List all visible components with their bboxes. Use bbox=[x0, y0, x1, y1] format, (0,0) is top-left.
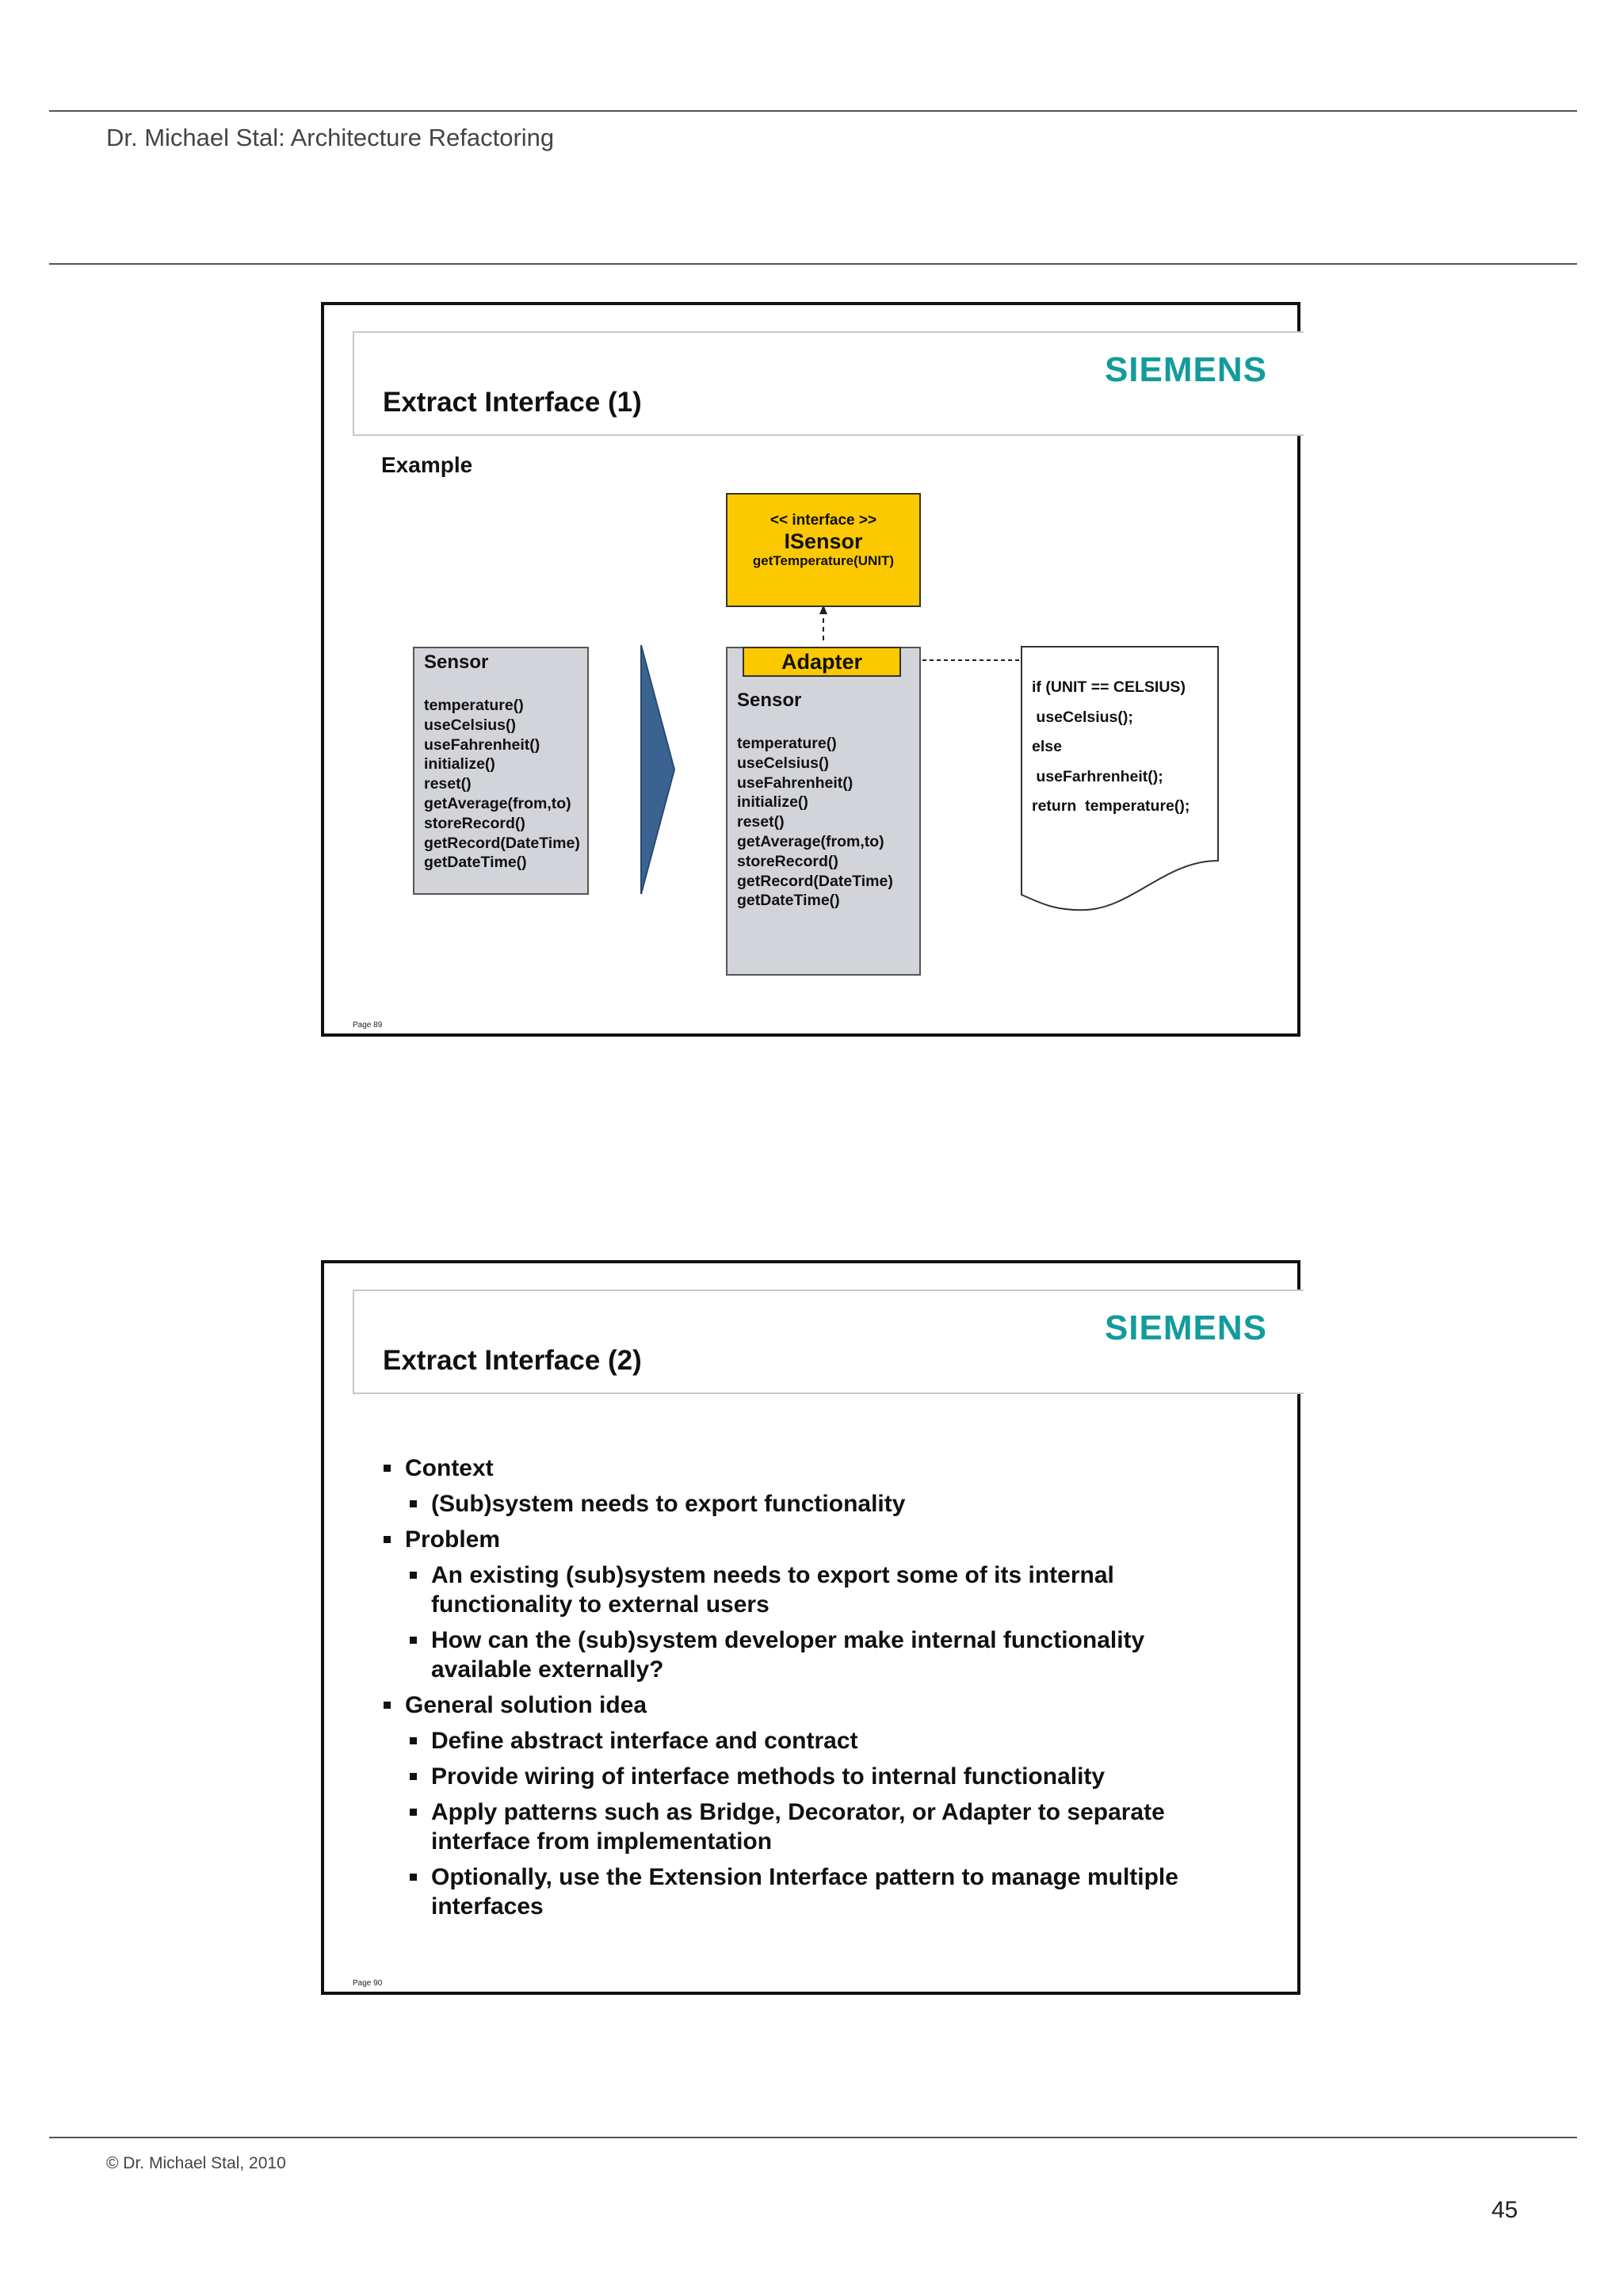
sub-bullet: (Sub)system needs to export functionality bbox=[381, 1489, 1269, 1519]
header-rule-bottom bbox=[49, 263, 1577, 265]
sub-bullet: How can the (sub)system developer make internal functionality available externally? bbox=[381, 1626, 1192, 1684]
bullet-list bbox=[381, 1454, 1269, 1927]
slide-header-bar bbox=[353, 1289, 1304, 1394]
interface-method: getTemperature(UNIT) bbox=[752, 553, 895, 568]
slide-title: Extract Interface (1) bbox=[383, 387, 642, 418]
sensor-method-list bbox=[424, 696, 578, 873]
method-get-average: getAverage(from,to) bbox=[737, 832, 884, 850]
document-header: Dr. Michael Stal: Architecture Refactoring bbox=[106, 124, 555, 151]
method-use-fahrenheit: useFahrenheit() bbox=[737, 774, 854, 792]
bullet-problem: Problem bbox=[381, 1525, 1269, 1554]
method-reset: reset() bbox=[737, 813, 785, 831]
example-label: Example bbox=[381, 453, 473, 477]
interface-stereotype: << interface >> bbox=[769, 512, 877, 529]
method-get-date-time: getDateTime() bbox=[424, 854, 527, 872]
sub-bullet: An existing (sub)system needs to export some of its internal functionality to external users bbox=[381, 1561, 1192, 1619]
adapted-sensor-class-name: Sensor bbox=[737, 690, 802, 711]
isensor-interface-box bbox=[726, 493, 921, 607]
note-line: useFarhrenheit(); bbox=[1032, 767, 1163, 785]
method-get-record: getRecord(DateTime) bbox=[424, 834, 580, 852]
page-number: 45 bbox=[1491, 2197, 1518, 2223]
sensor-class-box bbox=[413, 647, 589, 895]
method-use-celsius: useCelsius() bbox=[737, 754, 829, 772]
siemens-logo: SIEMENS bbox=[1104, 350, 1267, 389]
method-reset: reset() bbox=[424, 775, 472, 793]
sub-bullet: Define abstract interface and contract bbox=[381, 1726, 1269, 1755]
method-get-date-time: getDateTime() bbox=[737, 892, 840, 910]
sub-bullet: Optionally, use the Extension Interface pattern to manage multiple interfaces bbox=[381, 1862, 1224, 1921]
note-line: useCelsius(); bbox=[1032, 708, 1133, 726]
method-use-fahrenheit: useFahrenheit() bbox=[424, 735, 540, 754]
adapter-code-note bbox=[1032, 673, 1190, 822]
method-get-record: getRecord(DateTime) bbox=[737, 872, 893, 890]
bullet-context: Context bbox=[381, 1454, 1269, 1483]
slide-title: Extract Interface (2) bbox=[383, 1345, 642, 1376]
adapter-label-box: Adapter bbox=[743, 647, 901, 677]
sensor-class-name: Sensor bbox=[424, 651, 489, 673]
header-rule-top bbox=[49, 110, 1577, 112]
refactor-arrow bbox=[641, 645, 674, 894]
method-store-record: storeRecord() bbox=[737, 852, 838, 870]
interface-name: ISensor bbox=[784, 529, 863, 553]
method-temperature: temperature() bbox=[737, 735, 837, 752]
copyright-footer: © Dr. Michael Stal, 2010 bbox=[106, 2154, 286, 2172]
method-get-average: getAverage(from,to) bbox=[424, 794, 571, 812]
note-line: else bbox=[1032, 738, 1062, 755]
method-initialize: initialize() bbox=[737, 793, 808, 812]
slide-extract-interface-2 bbox=[321, 1260, 1300, 1995]
method-temperature: temperature() bbox=[424, 697, 524, 714]
bullet-general-solution: General solution idea bbox=[381, 1690, 1269, 1720]
siemens-logo: SIEMENS bbox=[1104, 1308, 1267, 1347]
slide-page-label: Page 89 bbox=[353, 1021, 383, 1030]
sub-bullet: Apply patterns such as Bridge, Decorator, or Adapter to separate interface from implementation bbox=[381, 1797, 1224, 1856]
adapted-sensor-class-box bbox=[726, 647, 921, 976]
sub-bullet: Provide wiring of interface methods to internal functionality bbox=[381, 1762, 1269, 1791]
slide-page-label: Page 90 bbox=[353, 1979, 383, 1988]
method-initialize: initialize() bbox=[424, 755, 495, 774]
footer-rule bbox=[49, 2137, 1577, 2138]
note-line: if (UNIT == CELSIUS) bbox=[1032, 678, 1186, 696]
slide-extract-interface-1 bbox=[321, 302, 1300, 1037]
method-use-celsius: useCelsius() bbox=[424, 716, 516, 734]
note-line: return temperature(); bbox=[1032, 797, 1190, 815]
method-store-record: storeRecord() bbox=[424, 814, 525, 832]
adapted-sensor-method-list bbox=[737, 734, 910, 911]
